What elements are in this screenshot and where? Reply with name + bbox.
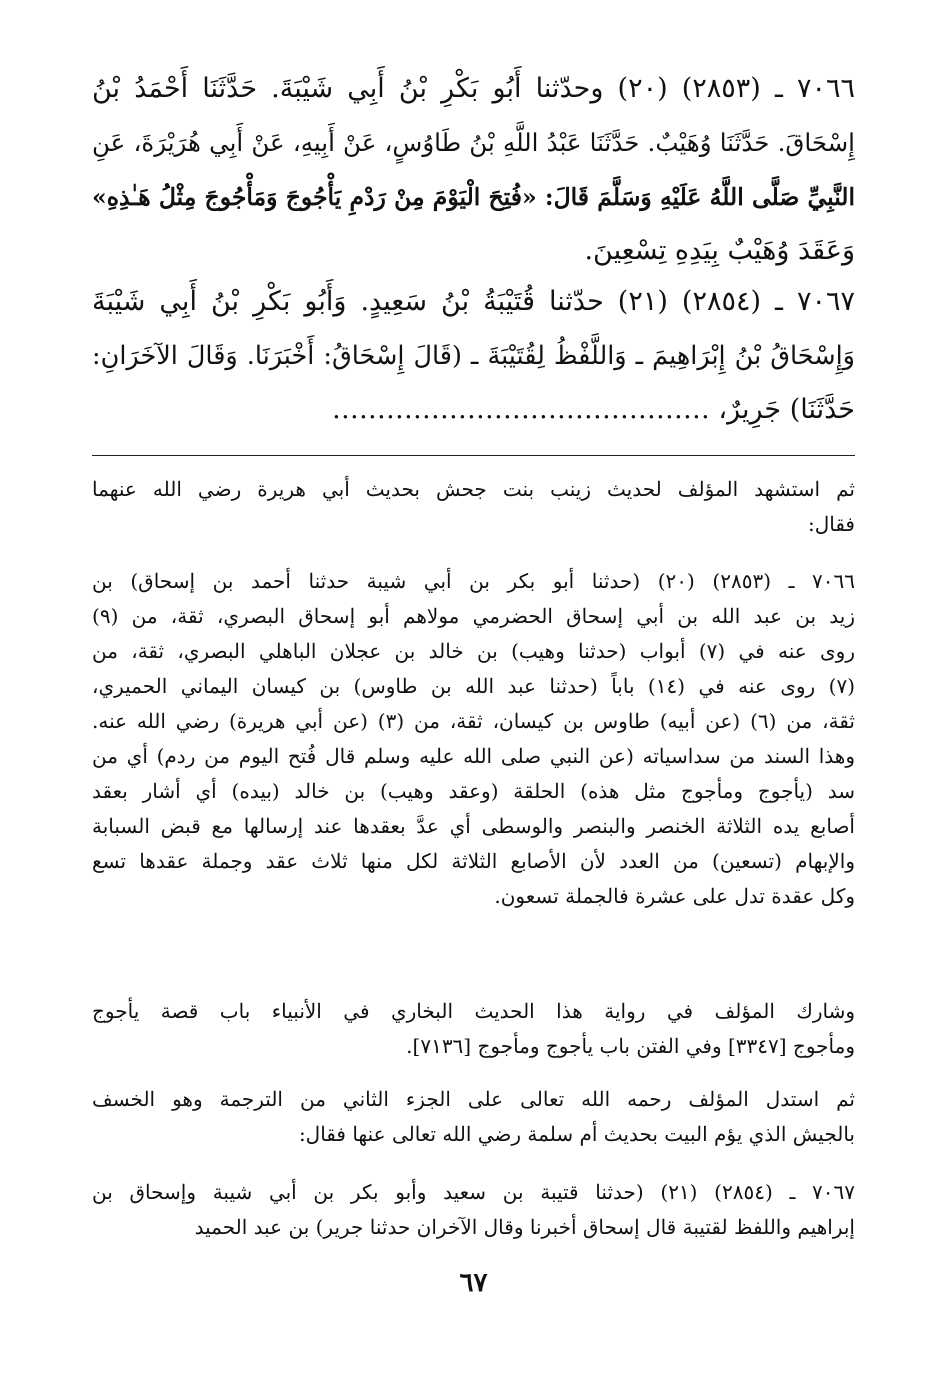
commentary-line: إبراهيم واللفظ لقتيبة قال إسحاق أخبرنا وقال الآخران حدثنا جرير) بن عبد الحميد (194, 1215, 855, 1239)
hadith-line: وَعَقَدَ وُهَيْبٌ بِيَدِهِ تِسْعِينَ. (584, 235, 855, 266)
commentary-line: ومأجوج [٣٣٤٧] وفي الفتن باب يأجوج ومأجوج [٧١٣٦]. (406, 1034, 855, 1058)
hadith-7066 (92, 62, 855, 278)
commentary-line: والإبهام (تسعين) من العدد لأن الأصابع الثلاثة لكل منها ثلاث عقد وجملة عقدها تسع (92, 849, 855, 873)
hadith-line: ٧٠٦٦ ـ (٢٨٥٣) (٢٠) وحدّثنا أَبُو بَكْرِ بْنُ أَبِي شَيْبَةَ. حَدَّثَنَا أَحْمَدُ بْنُ (92, 73, 855, 104)
commentary-line: زيد بن عبد الله بن أبي إسحاق الحضرمي مولاهم أبو إسحاق البصري، ثقة، من (٩) (92, 604, 855, 628)
hadith-line: ٧٠٦٧ ـ (٢٨٥٤) (٢١) حدّثنا قُتَيْبَةُ بْنُ سَعِيدٍ. وَأَبُو بَكْرِ بْنُ أَبِي شَيْبَةَ (92, 286, 855, 317)
hadith-7067 (92, 275, 855, 437)
commentary-line: أصابع يده الثلاثة الخنصر والبنصر والوسطى أي عدَّ بعقدها عند إرسالها مع قبض السبابة (92, 814, 855, 838)
hadith-line: النَّبِيِّ صَلَّى اللَّهُ عَلَيْهِ وَسَلَّمَ قَالَ: «فُتِحَ الْيَوْمَ مِنْ رَدْمِ يَأْجُوجَ وَمَأْجُوجَ مِثْلُ هَـٰذِهِ» (92, 183, 855, 211)
footnote-divider (92, 455, 855, 456)
commentary-line: (٧) روى عنه في (١٤) باباً (حدثنا عبد الله بن طاوس) بن كيسان اليماني الحميري، (92, 674, 855, 698)
commentary-line: وهذا السند من سداسياته (عن النبي صلى الله عليه وسلم قال فُتح اليوم من ردم) أي من (92, 744, 855, 768)
page-number: ٦٧ (459, 1268, 488, 1298)
commentary-line: ثم استشهد المؤلف لحديث زينب بنت جحش بحديث أبي هريرة رضي الله عنهما (92, 477, 855, 501)
commentary-istadalla (92, 1082, 855, 1152)
commentary-7067 (92, 1175, 855, 1245)
commentary-line: ثم استدل المؤلف رحمه الله تعالى على الجزء الثاني من الترجمة وهو الخسف (92, 1087, 855, 1111)
hadith-line (92, 383, 855, 437)
commentary-line: ثقة، من (٦) (عن أبيه) طاوس بن كيسان، ثقة، من (٣) (عن أبي هريرة) رضي الله عنه. (92, 709, 855, 733)
commentary-line: فقال: (807, 512, 855, 536)
commentary-line: وكل عقدة تدل على عشرة فالجملة تسعون. (494, 884, 855, 908)
hadith-line: إِسْحَاقَ. حَدَّثَنَا وُهَيْبٌ. حَدَّثَنَا عَبْدُ اللَّهِ بْنُ طَاوُسٍ، عَنْ أَبِيهِ، عَنْ أَبِي هُرَيْرَةَ، عَنِ (92, 128, 855, 157)
commentary-line: ٧٠٦٦ ـ (٢٨٥٣) (٢٠) (حدثنا أبو بكر بن أبي شيبة حدثنا أحمد بن إسحاق) بن (92, 569, 855, 593)
continuation-dots: …………………………………… (331, 394, 710, 425)
commentary-bukhari (92, 994, 855, 1064)
commentary-line: سد (يأجوج ومأجوج مثل هذه) الحلقة (وعقد وهيب) بن خالد (بيده) أي أشار بعقد (92, 779, 855, 803)
commentary-intro (92, 472, 855, 542)
commentary-line: ٧٠٦٧ ـ (٢٨٥٤) (٢١) (حدثنا قتيبة بن سعيد وأبو بكر بن أبي شيبة وإسحاق بن (92, 1180, 855, 1204)
hadith-text: حَدَّثَنَا) جَرِيرٌ، (718, 394, 855, 425)
commentary-7066 (92, 564, 855, 914)
hadith-line: وَإِسْحَاقُ بْنُ إِبْرَاهِيمَ ـ وَاللَّفْظُ لِقُتَيْبَةَ ـ (قَالَ إِسْحَاقُ: أَخْبَرَنَا. وَقَالَ الآخَرَانِ: (92, 341, 855, 371)
commentary-line: روى عنه في (٧) أبواب (حدثنا وهيب) بن خالد بن عجلان الباهلي البصري، ثقة، من (92, 639, 855, 663)
commentary-line: بالجيش الذي يؤم البيت بحديث أم سلمة رضي الله تعالى عنها فقال: (298, 1122, 855, 1146)
commentary-line: وشارك المؤلف في رواية هذا الحديث البخاري في الأنبياء باب قصة يأجوج (92, 999, 855, 1023)
